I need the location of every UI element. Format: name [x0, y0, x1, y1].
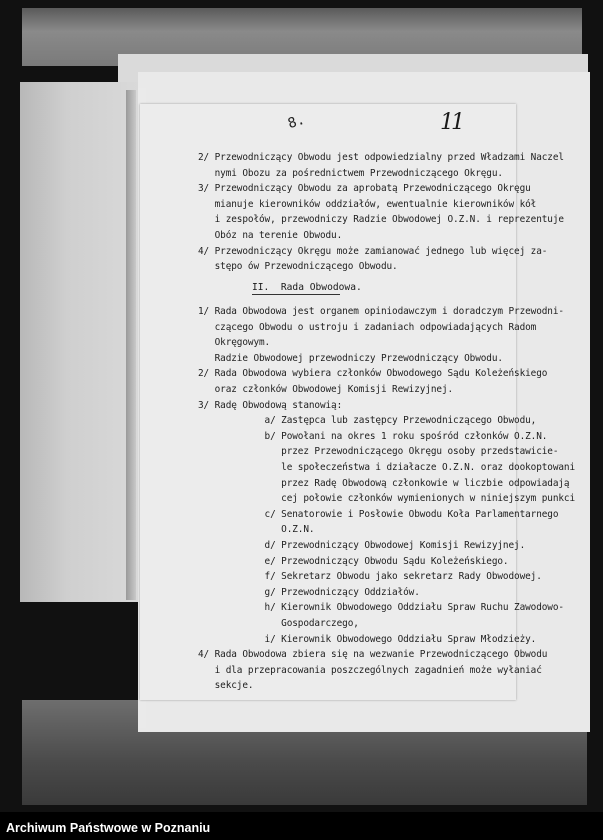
text-line: 2/ Przewodniczący Obwodu jest odpowiedzialny przed Władzami Naczel	[198, 152, 564, 163]
text-line: Gospodarczego,	[198, 618, 359, 629]
text-line: le społeczeństwa i działacze O.Z.N. oraz dookoptowani	[198, 462, 576, 473]
text-line: i zespołów, przewodniczy Radzie Obwodowej O.Z.N. i reprezentuje	[198, 214, 564, 226]
typewritten-sheet	[140, 104, 576, 700]
text-line: czącego Obwodu o ustroju i zadaniach odpowiadających Radom	[198, 321, 537, 333]
text-line: e/ Przewodniczący Obwodu Sądu Koleżeńskiego.	[198, 555, 509, 567]
text-line: przez Przewodniczącego Okręgu osoby przedstawicie-	[198, 446, 559, 458]
text-line: b/ Powołani na okres 1 roku spośród członków O.Z.N.	[198, 430, 548, 442]
text-line: 1/ Rada Obwodowa jest organem opiniodawczym i doradczym Przewodni-	[198, 306, 564, 317]
text-line: i/ Kierownik Obwodowego Oddziału Spraw Młodzieży.	[198, 633, 537, 645]
text-line: 4/ Przewodniczący Okręgu może zamianować jednego lub więcej za-	[198, 245, 548, 257]
text-line: stępo ów Przewodniczącego Obwodu.	[198, 261, 398, 273]
text-line: i dla przepracowania poszczególnych zagadnień może wyłaniać	[198, 664, 542, 676]
text-line: 3/ Radę Obwodową stanowią:	[198, 399, 343, 411]
text-line: a/ Zastępca lub zastępcy Przewodniczącego Obwodu,	[198, 415, 537, 427]
text-line: h/ Kierownik Obwodowego Oddziału Spraw Ruchu Zawodowo-	[198, 602, 564, 614]
text-line: O.Z.N.	[198, 524, 315, 536]
text-line: oraz członków Obwodowej Komisji Rewizyjnej.	[198, 384, 454, 395]
text-line: d/ Przewodniczący Obwodowej Komisji Rewizyjnej.	[198, 540, 526, 551]
text-line: mianuje kierowników oddziałów, ewentualnie kierowników kół	[198, 198, 537, 210]
text-line: g/ Przewodniczący Oddziałów.	[198, 586, 420, 598]
archive-caption-bar	[0, 812, 603, 840]
text-line: 4/ Rada Obwodowa zbiera się na wezwanie Przewodniczącego Obwodu	[198, 649, 548, 661]
text-line: sekcje.	[198, 680, 254, 692]
text-line: cej połowie członków wymienionych w niniejszym punkci	[198, 493, 576, 505]
text-line: nymi Obozu za pośrednictwem Przewodniczącego Okręgu.	[198, 167, 503, 179]
text-line: 3/ Przewodniczący Obwodu za aprobatą Przewodniczącego Okręgu	[198, 183, 531, 195]
text-line: Okręgowym.	[198, 337, 271, 349]
text-line: f/ Sekretarz Obwodu jako sekretarz Rady Obwodowej.	[198, 571, 542, 583]
left-page-edge	[126, 90, 136, 600]
text-line: przez Radę Obwodową członkowie w liczbie odpowiadają	[198, 477, 570, 489]
page-mark: 8.	[285, 111, 307, 133]
text-line: Radzie Obwodowej przewodniczy Przewodniczący Obwodu.	[198, 352, 503, 364]
heading-underline	[252, 294, 340, 295]
text-line: c/ Senatorowie i Posłowie Obwodu Koła Parlamentarnego	[198, 508, 559, 520]
page-number: 11	[440, 110, 462, 135]
text-line: Obóz na terenie Obwodu.	[198, 230, 343, 241]
section-heading: II. Rada Obwodowa.	[252, 282, 362, 293]
folded-left-page	[20, 82, 138, 602]
text-line: 2/ Rada Obwodowa wybiera członków Obwodowego Sądu Koleżeńskiego	[198, 368, 548, 380]
archive-caption: Archiwum Państwowe w Poznaniu	[6, 821, 211, 835]
